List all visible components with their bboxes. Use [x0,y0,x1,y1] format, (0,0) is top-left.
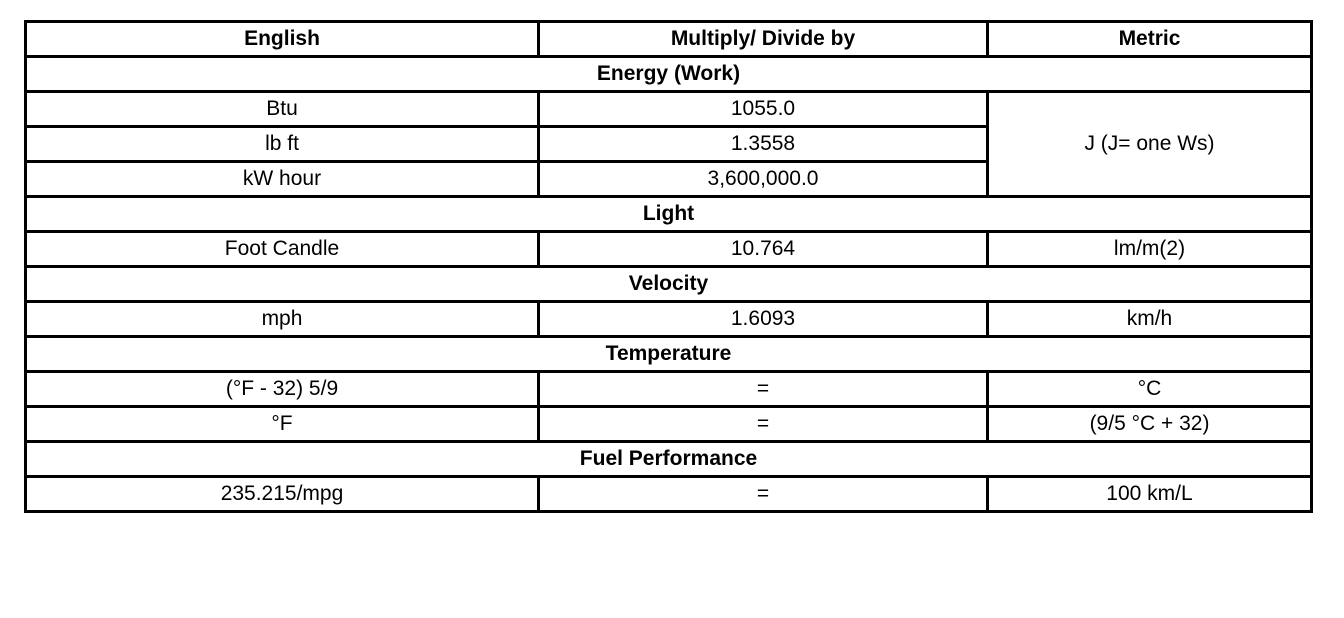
factor-cell: 3,600,000.0 [539,162,988,197]
english-cell: 235.215/mpg [26,477,539,512]
header-english: English [26,22,539,57]
section-row-fuel [26,442,1312,477]
factor-cell: 1.3558 [539,127,988,162]
table-row [26,302,1312,337]
section-row-energy [26,57,1312,92]
section-title-light: Light [26,197,1312,232]
factor-cell: 1055.0 [539,92,988,127]
section-title-velocity: Velocity [26,267,1312,302]
english-cell: kW hour [26,162,539,197]
factor-cell: 1.6093 [539,302,988,337]
table-row [26,232,1312,267]
metric-cell: (9/5 °C + 32) [988,407,1312,442]
metric-cell: °C [988,372,1312,407]
section-title-energy: Energy (Work) [26,57,1312,92]
factor-cell: = [539,407,988,442]
section-row-velocity [26,267,1312,302]
english-cell: Btu [26,92,539,127]
factor-cell: = [539,477,988,512]
metric-cell: lm/m(2) [988,232,1312,267]
english-cell: Foot Candle [26,232,539,267]
factor-cell: = [539,372,988,407]
english-cell: lb ft [26,127,539,162]
section-row-temperature [26,337,1312,372]
section-title-temperature: Temperature [26,337,1312,372]
table-row [26,477,1312,512]
english-cell: mph [26,302,539,337]
metric-cell: 100 km/L [988,477,1312,512]
factor-cell: 10.764 [539,232,988,267]
section-title-fuel: Fuel Performance [26,442,1312,477]
header-metric: Metric [988,22,1312,57]
table-row [26,407,1312,442]
english-cell: °F [26,407,539,442]
table-row [26,92,1312,127]
english-cell: (°F - 32) 5/9 [26,372,539,407]
conversion-table [24,20,1313,513]
metric-cell-energy: J (J= one Ws) [988,92,1312,197]
metric-cell: km/h [988,302,1312,337]
table-row [26,372,1312,407]
header-row [26,22,1312,57]
section-row-light [26,197,1312,232]
header-factor: Multiply/ Divide by [539,22,988,57]
